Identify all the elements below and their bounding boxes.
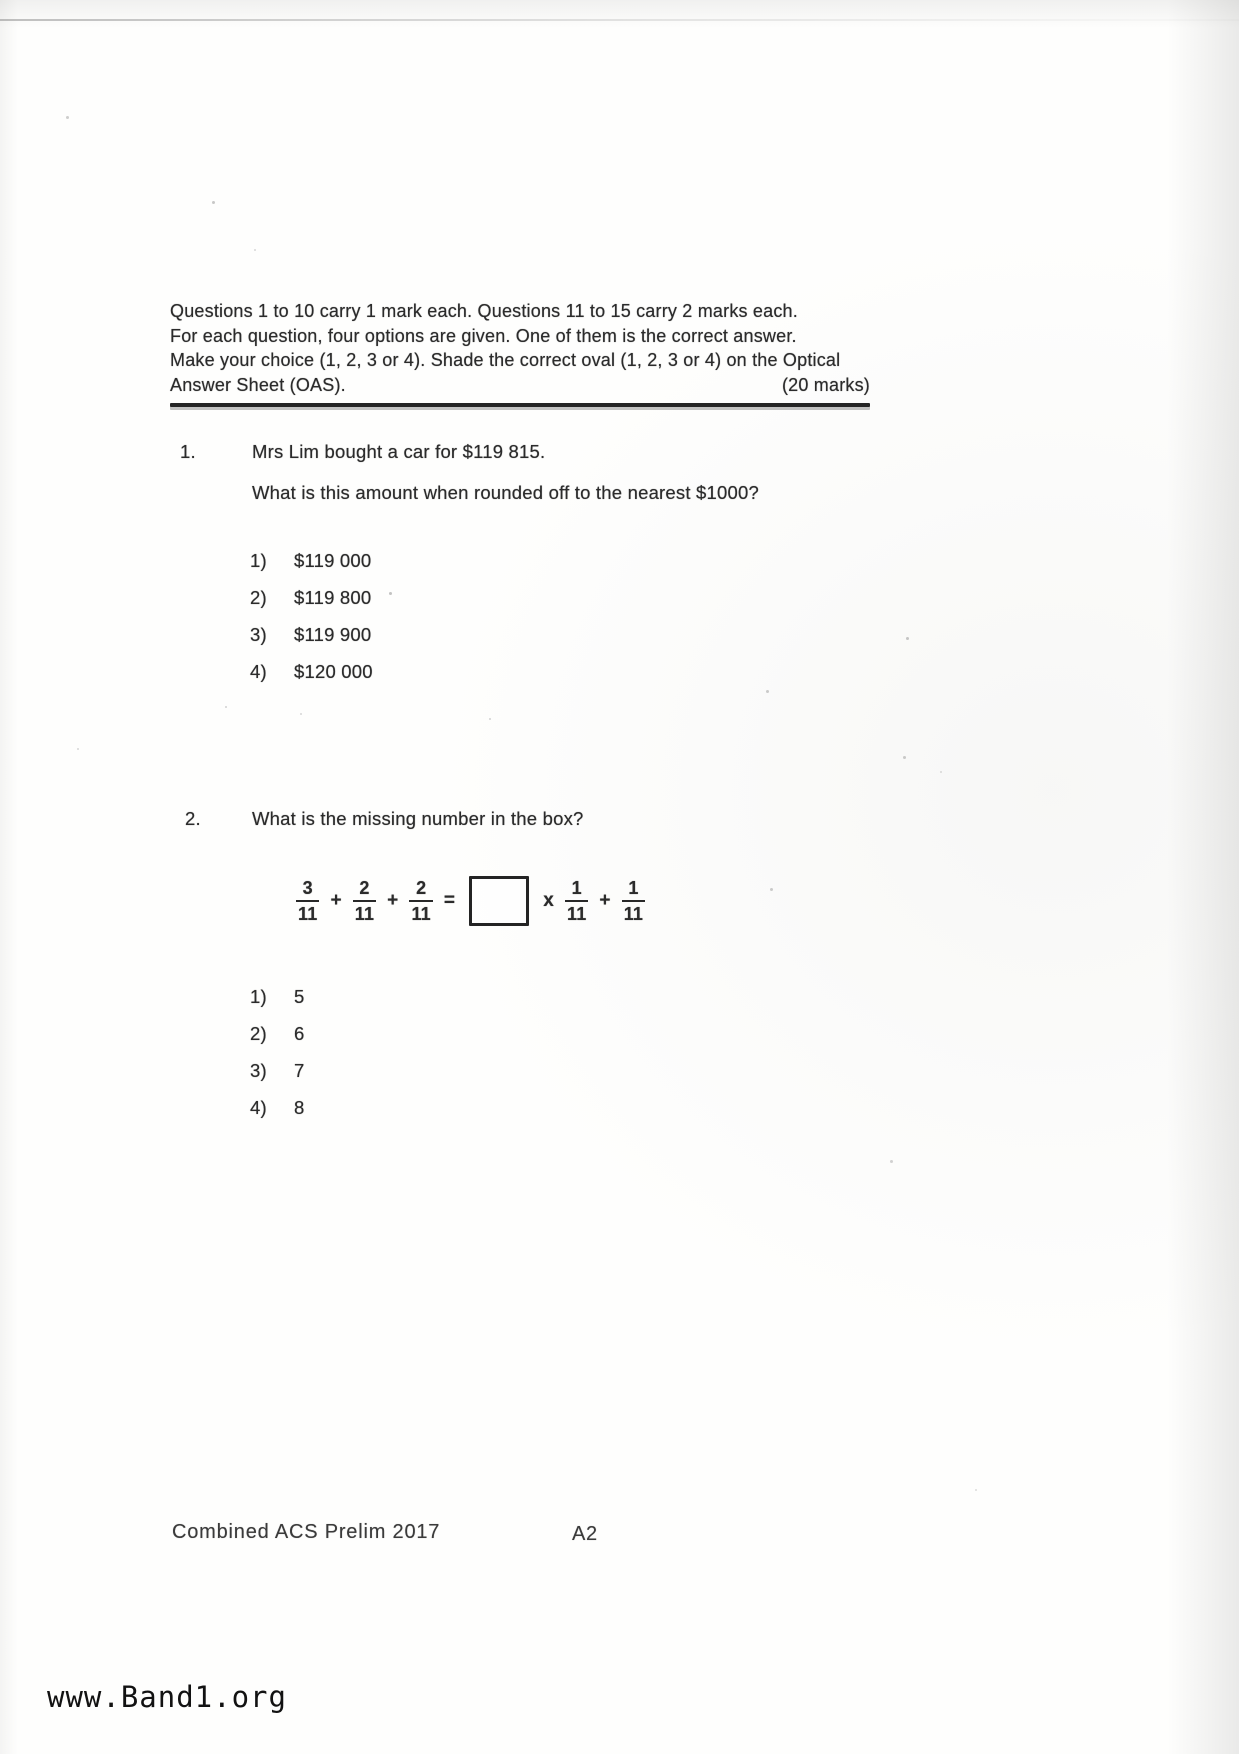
scan-speck — [389, 592, 392, 595]
fraction-numerator: 2 — [416, 878, 427, 898]
question-1-subtext: What is this amount when rounded off to the nearest $1000? — [252, 482, 759, 503]
multiply-operator: x — [543, 890, 554, 911]
fraction-numerator: 1 — [571, 878, 582, 898]
question-2-heading — [185, 808, 584, 830]
option-row — [250, 1060, 305, 1097]
option-value: $119 000 — [294, 550, 372, 571]
question-2-text: What is the missing number in the box? — [252, 808, 584, 829]
answer-sheet-text: Answer Sheet (OAS). — [170, 374, 346, 395]
question-2-number: 2. — [185, 808, 201, 829]
fraction — [353, 879, 376, 923]
scan-artifact-top-edge — [0, 19, 1239, 21]
fraction — [565, 879, 588, 923]
instruction-line-4 — [170, 373, 870, 398]
question-1-options — [250, 550, 373, 698]
question-1-heading — [180, 441, 545, 463]
option-row — [250, 986, 305, 1023]
option-label: 1) — [250, 986, 267, 1007]
section-divider — [170, 403, 870, 407]
scan-speck — [254, 249, 256, 251]
option-value: 6 — [294, 1023, 305, 1044]
option-value: $119 800 — [294, 587, 372, 608]
scan-speck — [300, 713, 302, 715]
fraction — [409, 879, 432, 923]
fraction-denominator: 11 — [409, 900, 432, 923]
fraction-numerator: 1 — [628, 878, 639, 898]
scan-speck — [890, 1160, 893, 1163]
plus-operator: + — [330, 890, 342, 911]
scan-speck — [770, 888, 773, 891]
scan-speck — [975, 1489, 977, 1491]
option-row — [250, 1023, 305, 1060]
option-value: $119 900 — [294, 624, 372, 645]
option-row — [250, 624, 373, 661]
option-label: 2) — [250, 1023, 267, 1044]
option-label: 4) — [250, 661, 267, 682]
scan-speck — [906, 637, 909, 640]
plus-operator: + — [387, 890, 399, 911]
option-value: $120 000 — [294, 661, 373, 682]
question-1-number: 1. — [180, 441, 196, 462]
instruction-line-3: Make your choice (1, 2, 3 or 4). Shade the correct oval (1, 2, 3 or 4) on the Optical — [170, 350, 841, 370]
instruction-line-1: Questions 1 to 10 carry 1 mark each. Questions 11 to 15 carry 2 marks each. — [170, 301, 798, 321]
option-label: 3) — [250, 1060, 267, 1081]
option-label: 1) — [250, 550, 267, 571]
option-label: 2) — [250, 587, 267, 608]
footer-exam-title: Combined ACS Prelim 2017 — [172, 1521, 441, 1543]
instruction-line-2: For each question, four options are given. One of them is the correct answer. — [170, 325, 797, 346]
fraction-denominator: 11 — [353, 900, 376, 923]
option-row — [250, 550, 373, 587]
fraction — [296, 879, 319, 923]
scan-speck — [903, 756, 906, 759]
page-number: A2 — [572, 1523, 598, 1545]
fraction-numerator: 2 — [359, 878, 370, 898]
fraction-denominator: 11 — [296, 900, 319, 923]
equals-operator: = — [443, 890, 456, 911]
scan-speck — [940, 771, 942, 773]
fraction-numerator: 3 — [302, 878, 313, 898]
option-value: 8 — [294, 1097, 305, 1118]
question-1-text: Mrs Lim bought a car for $119 815. — [252, 441, 546, 462]
option-label: 3) — [250, 624, 267, 645]
scan-speck — [766, 690, 769, 693]
scan-speck — [489, 718, 491, 720]
missing-number-box — [469, 876, 529, 926]
scan-speck — [212, 201, 215, 204]
scan-speck — [225, 706, 227, 708]
fraction-denominator: 11 — [565, 900, 588, 923]
option-label: 4) — [250, 1097, 267, 1118]
option-row — [250, 587, 373, 624]
option-row — [250, 1097, 305, 1134]
question-2-options — [250, 986, 305, 1134]
fraction-denominator: 11 — [622, 900, 645, 923]
option-row — [250, 661, 373, 698]
watermark-url: www.Band1.org — [47, 1680, 287, 1714]
scan-speck — [66, 116, 69, 119]
option-value: 5 — [294, 986, 305, 1007]
plus-operator: + — [599, 890, 611, 911]
scan-speck — [77, 748, 79, 750]
option-value: 7 — [294, 1060, 305, 1081]
instructions-block — [170, 299, 870, 407]
equation — [296, 876, 645, 926]
fraction — [622, 879, 645, 923]
marks-label: (20 marks) — [781, 374, 870, 395]
